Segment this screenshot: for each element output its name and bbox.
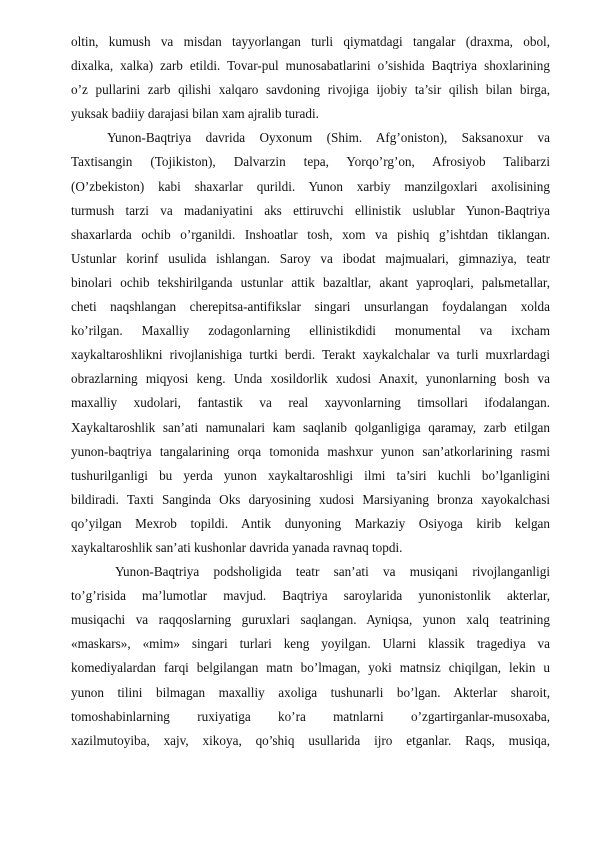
text-line: ko’rilgan. Maxalliy zodagonlarning ellinistikdidi monumental va ixcham — [71, 323, 550, 339]
text-line: cheti naqshlangan cherepitsa-antifikslar singari unsurlangan foydalangan xolda — [71, 299, 550, 315]
text-line: tomoshabinlarning ruxiyatiga ko’ra matnlarni o’zgartirganlar-musoxaba, — [71, 708, 550, 724]
text-line: Yunon-Baqtriya podsholigida teatr san’ati va musiqani rivojlanganligi — [115, 564, 550, 580]
text-line: Yunon-Baqtriya davrida Oyxonum (Shim. Afg’oniston), Saksanoxur va — [107, 130, 550, 146]
text-line: to’g’risida ma’lumotlar mavjud. Baqtriya saroylarida yunonistonlik akterlar, — [71, 588, 550, 604]
text-line: yunon tilini bilmagan maxalliy axoliga tushunarli bo’lgan. Akterlar sharoit, — [71, 684, 550, 700]
text-line: bildiradi. Taxti Sanginda Oks daryosining xudosi Marsiyaning bronza xayokalchasi — [71, 491, 550, 507]
text-line: xaykaltaroshlik san’ati kushonlar davrida yanada ravnaq topdi. — [71, 539, 403, 555]
text-line: komediyalardan farqi belgilangan matn bo’lmagan, yoki matnsiz chiqilgan, lekin u — [71, 660, 550, 676]
text-line: obrazlarning miqyosi keng. Unda xosildorlik xudosi Anaxit, yunonlarning bosh va — [71, 371, 550, 387]
text-line: xazilmutoyiba, xajv, xikoya, qo’shiq usullarida ijro etganlar. Raqs, musiqa, — [71, 732, 550, 748]
text-line: tushurilganligi bu yerda yunon xaykaltaroshligi ilmi ta’siri kuchli bo’lganligini — [71, 467, 550, 483]
text-line: yunon-baqtriya tangalarining orqa tomonida mashxur yunon san’atkorlarining rasmi — [71, 443, 550, 459]
paragraph-coinage — [71, 30, 550, 126]
text-line: (O’zbekiston) kabi shaxarlar qurildi. Yunon xarbiy manzilgoxlari axolisining — [71, 178, 550, 194]
text-line: xaykaltaroshlikni rivojlanishiga turtki berdi. Terakt xaykalchalar va turli muxrlardagi — [71, 347, 550, 363]
text-line: «maskars», «mim» singari turlari keng yoyilgan. Ularni klassik tragediya va — [71, 636, 550, 652]
text-line: yuksak badiiy darajasi bilan xam ajralib turadi. — [71, 106, 319, 122]
text-line: musiqachi va raqqoslarning guruxlari saqlangan. Ayniqsa, yunon xalq teatrining — [71, 612, 550, 628]
text-line: shaxarlarda ochib o’rganildi. Inshoatlar tosh, xom va pishiq g’ishtdan tiklangan. — [71, 226, 550, 242]
document-page — [71, 30, 550, 753]
text-line: o’z pullarini zarb qilishi xalqaro savdoning rivojiga ijobiy ta’sir qilish bilan birga, — [71, 82, 550, 98]
paragraph-architecture — [71, 126, 550, 560]
paragraph-theatre — [71, 560, 550, 753]
text-line: Ustunlar korinf usulida ishlangan. Saroy va ibodat majmualari, gimnaziya, teatr — [71, 250, 550, 266]
text-line: Taxtisangin (Tojikiston), Dalvarzin tepa, Yorqo’rg’on, Afrosiyob Talibarzi — [71, 154, 550, 170]
text-line: turmush tarzi va madaniyatini aks ettiruvchi ellinistik uslublar Yunon-Baqtriya — [71, 202, 550, 218]
text-line: oltin, kumush va misdan tayyorlangan turli qiymatdagi tangalar (draxma, obol, — [71, 34, 550, 49]
text-line: binolari ochib tekshirilganda ustunlar attik bazaltlar, akant yaproqlari, palьmetallar, — [71, 274, 550, 290]
text-line: maxalliy xudolari, fantastik va real xayvonlarning timsollari ifodalangan. — [71, 395, 550, 411]
text-line: Xaykaltaroshlik san’ati namunalari kam saqlanib qolganligiga qaramay, zarb etilgan — [71, 419, 550, 435]
text-line: qo’yilgan Mexrob topildi. Antik dunyoning Markaziy Osiyoga kirib kelgan — [71, 515, 550, 531]
text-line: dixalka, xalka) zarb etildi. Tovar-pul munosabatlarini o’sishida Baqtriya shoxlarining — [71, 58, 550, 74]
